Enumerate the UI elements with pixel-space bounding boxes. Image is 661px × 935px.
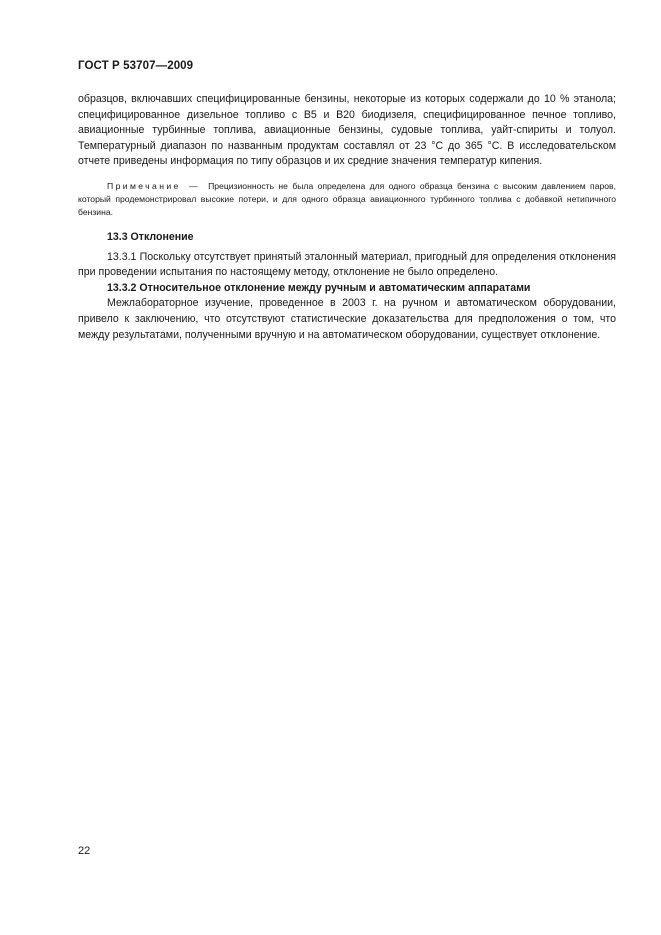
note-text: Прецизионность не была определена для одного образца бензина с высоким давлением паров, который продемонстрировал высокие потери, и для одного образца авиационного турбинного топлива с добавкой нетипичного бензина. bbox=[78, 180, 616, 217]
precision-note bbox=[78, 180, 616, 219]
note-dash: — bbox=[189, 180, 198, 191]
subsection-heading-13-3-2: 13.3.2 Относительное отклонение между ручным и автоматическим аппаратами bbox=[107, 281, 531, 294]
page-content bbox=[78, 92, 616, 343]
section-heading-13-3: 13.3 Отклонение bbox=[107, 230, 194, 243]
page-number: 22 bbox=[78, 845, 91, 857]
document-code-header: ГОСТ Р 53707—2009 bbox=[78, 60, 194, 72]
note-label: Примечание bbox=[107, 180, 181, 191]
paragraph-13-3-2: Межлабораторное изучение, проведенное в 2003 г. на ручном и автоматическом оборудовании, привело к заключению, что отсутствуют статистические доказательства для предположения о том, что между результатами, полученными вручную и на автоматическом оборудовании, существует отклонение. bbox=[78, 297, 616, 341]
intro-paragraph: образцов, включавших специфицированные бензины, некоторые из которых содержали до 10 % этанола; специфицированное дизельное топливо с В5 и В20 биодизеля, специфицированное печное топливо, авиационные турбинные топлива, авиационные бензины, судовые топлива, уайт-спириты и толуол. Температурный диапазон по названным продуктам составлял от 23 °С до 365 °С. В исследовательском отчете приведены информация по типу образцов и их средние значения температур кипения. bbox=[78, 93, 616, 168]
paragraph-13-3-1: 13.3.1 Поскольку отсутствует принятый эталонный материал, пригодный для определения отклонения при проведении испытания по настоящему методу, отклонение не было определено. bbox=[78, 250, 616, 279]
